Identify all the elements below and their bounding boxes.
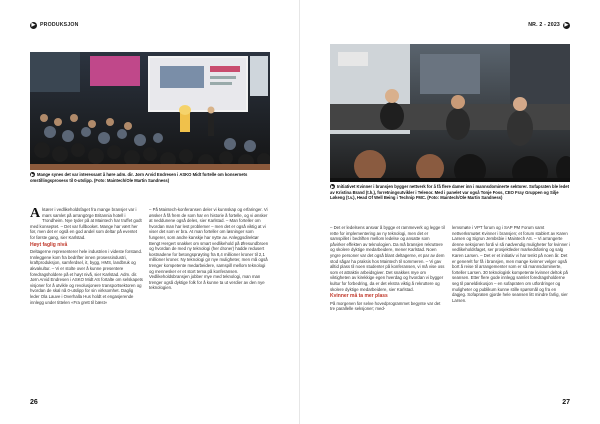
right-page [300,0,600,424]
body-column-2 [149,207,270,402]
subheading: Kvinner må ta mer plass [330,293,388,300]
caption-arrow-icon: ▶ [30,172,35,178]
conference-hall-photo [30,52,270,170]
photo-caption: ▶ Mange synes det var interessant å høre adm. dir. Jørn Arvid Endresen i ASKO Midt fortelle om konsernets omstillingsprosess til 0-utslipp. (Foto: Maintech/Ole Martin Sandness) [30,172,248,183]
body-paragraph: – Det er ledelsens ansvar å bygge et rammeverk og legge til rette for implementering av ny teknologi, men det er samspillet i bedriften mellom ledelse og ansatte som påvirker effekten av teknologien. Da må bransjen rekruttere og skolere dyktige medarbeidere, mener Karlstad. Noen yngre personer var det også blant deltagerne, et par av dem stod sågar ha praksis hos Maintech til sommeren. – Vi gav alltid plass til noen studenter på konferansen, vi må vise oss som et attraktiv arbeidsgiver. Det snakkes mye om viktigheten av kirekkige egen hverdag og hvordan vi bygger kultur for forbedring, da er det ekstra viktig å rekruttere og skolere dyktige medarbeidere, sier Karlstad. [330,225,445,292]
panel-discussion-photo [330,44,570,182]
body-paragraph: Deltagerne representerer hele industrien i videste forstand. Innleggene kom fra bedrifter innen prosessindustri, kraftproduksjon, samferdsel, it, bygg, HMS, landbruk og akvakultur. – Vi er stolte over å kunne presentere foredragsholdere på et høyt nivå, sier Karlstad. Adm. dir. Jørn Arvid Endresen i ASKO Midt AS fortalte om selskapets visjoner for å utvikle og revolusjonere transportsektoren og hvordan de skal nå 0-utslipp for sin virksomhet. Daglig leder Ola Lauve i Overhalla Hus holdt et engasjerende innlegg under tittelen «Fra grett til bæst» [30,249,143,305]
body-paragraph: På morgenen før selve hovedprogrammet begynte var det tre parallelle seksjoner; med- [330,300,441,312]
body-column-1 [30,207,143,402]
issue-arrow-icon: ▶ [564,21,569,28]
body-column-2 [452,225,570,402]
intro-paragraph: A ktører i vedlikeholdsfaget fra mange bransjer var i mars samlet på arrangörge Britannia hotell i Trondheim. Nye tyder på at Maintech har truffet godt med konseptet. – Det var fullbooket. Mange har vært her før, men det er også en god andel som deltar på eventet for første gang, sier Karlstad. [30,207,142,240]
photo-caption: ▶ Initiativet Kvinner i bransjen bygger nettverk for å få flere damer inn i mannsdominerte sektorer. Sofapraten ble ledet av Kristina Brand (t.h.), forretningsutvikler i Telenor. Med i panelet var også Tonje Foss, CEO Fray Gruppen og Silje Løkeng (t.v.), Head Of Well Being i Technip FMC. (Foto: Maintech/Ole Martin Sandness) [330,184,570,201]
body-paragraph: – På Maintech-konferansen deler vi kunnskap og erfaringer. Vi ønsker å få frem de som har en historie å fortelle, og vi ønsker at neddunene også deles, sier Karlstad. – Man forteller om hvordan man har lest problemer – men det er også viktig at vi viser det som er bra. At man forteller om løsninger som fungerer, som andre kanskje har nytte av. Anleggsdirektør Bengt Hergert snakket om smart vedlikehold på Øresundbroen og hvordan de med ny teknologi (her droner) hadde redusert kostnadene for betongsprøyting fra 8,4 millioner kroner til 2,1 millioner kroner. Ny teknologi gir nye muligheter, men må også trenger kompetente medarbeidere, samspill mellom teknologi og mennesker er et stort tema på konferansen. Vedlikeholdsbransjen jobber mye med teknologi, man man trenger også dyktige folk for å kunne ta ut verdier av den nye teknologien. [149,207,269,291]
page-number: 26 [30,399,38,406]
body-paragraph: lemsmøte i VPT forum og i SAP PM Forum samt nettverksmøtet Kvinner i bransjen; et forum stablert av Karen Larsen og Sigrun Jembsbie i Maintech AS. – Vi arrangerte denne seksjonen fordi vi så nødvendig muligheter for kvinner i vedlikeholdsfaget, ser prosjektleder markedsføring og salg Karen Larsen. – Det er et initiativ vi har tenkt på noen år. Det er generelt for få i bransjen, men mange kvinner velger også bort å reise til arrangementer som er så mannsdominerte, forteller Larsen. 30 teknologisk kompetente kvinner deltok på seansen. Etter flere gode innlegg samlet foredragsholderne seg til paneldiskusjon – en sofapraten om utfordringer og muligheter og publikum kunne stille spørsmål og fra en dagjeg. Sofapraten gjorde hele seansen litt mindre farlig, sier Larsen. [452,225,570,303]
issue-label: NR. 2 - 2023 [528,22,560,28]
caption-arrow-icon: ▶ [330,184,335,190]
subheading: Høyt faglig nivå [30,241,68,248]
drop-cap: A [30,207,41,221]
section-header [30,20,79,30]
section-arrow-icon: ▶ [31,21,36,28]
section-label: PRODUKSJON [40,22,79,28]
issue-header [528,20,570,30]
body-column-1 [330,225,446,402]
page-number: 27 [562,399,570,406]
